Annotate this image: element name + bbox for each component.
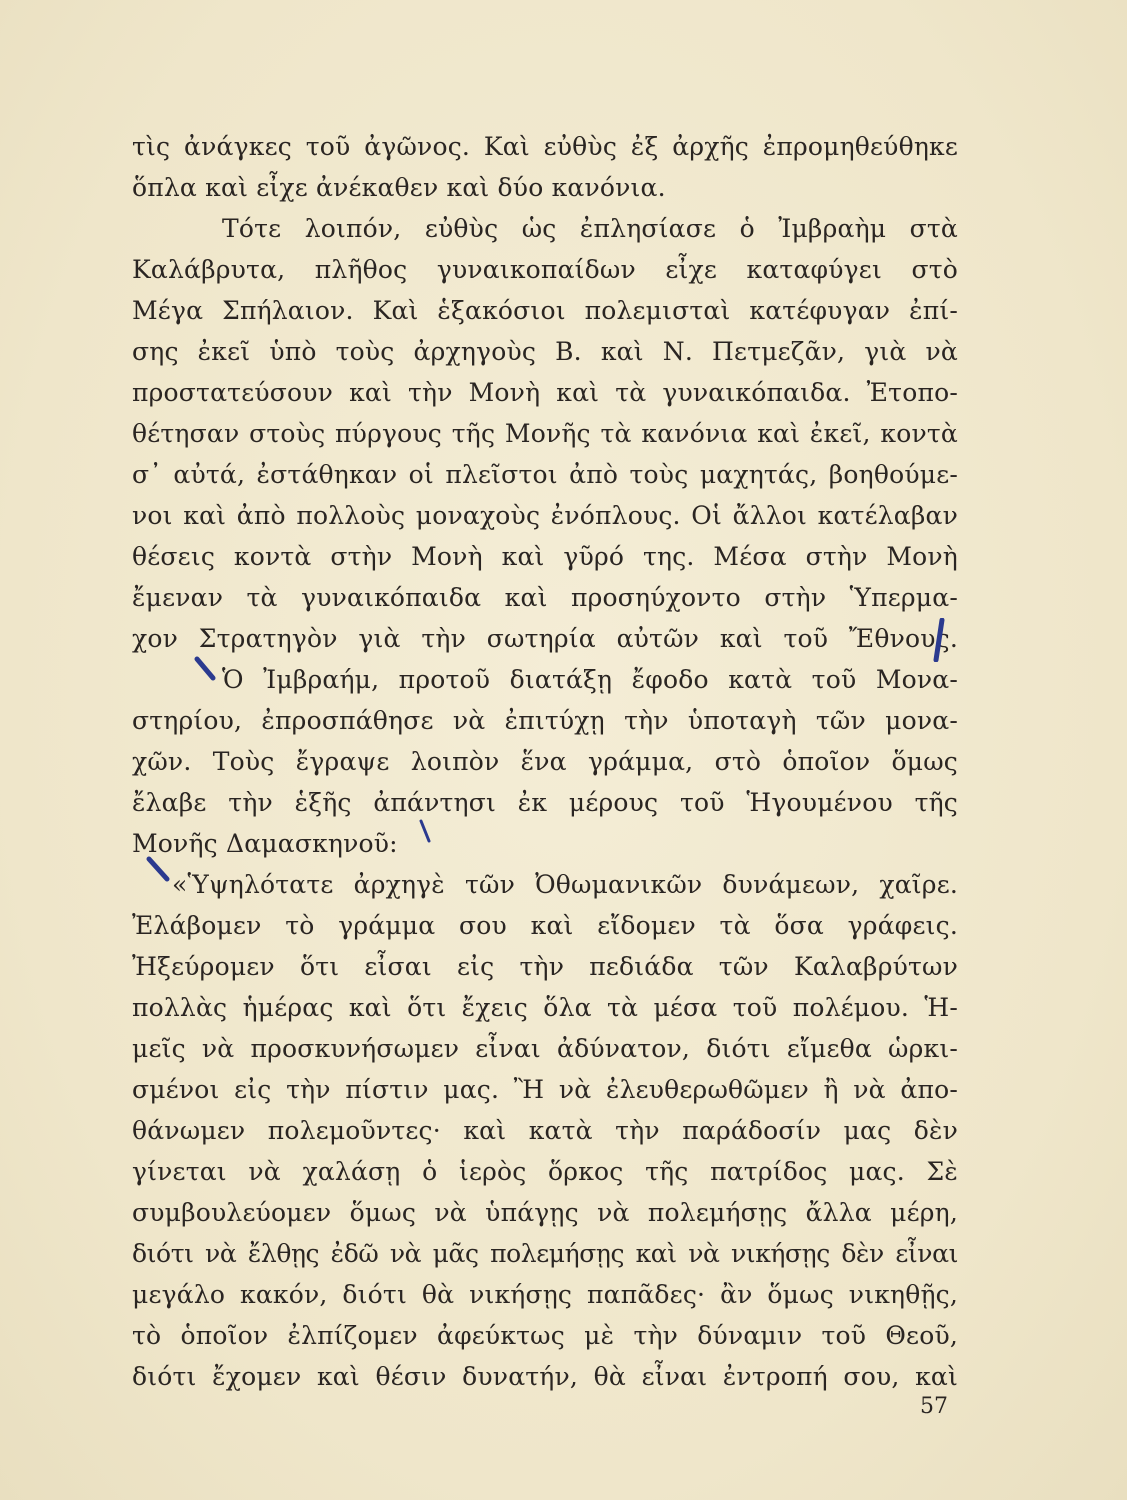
pen-mark-icon	[146, 856, 170, 882]
text-line: πολλὰς ἡμέρας καὶ ὅτι ἔχεις ὅλα τὰ μέσα τοῦ πολέμου. Ἡ-	[132, 993, 958, 1022]
text-line: Μέγα Σπήλαιον. Καὶ ἑξακόσιοι πολεμισταὶ κατέφυγαν ἐπί-	[132, 296, 958, 325]
text-line: σ᾽ αὐτά, ἐστάθηκαν οἱ πλεῖστοι ἀπὸ τοὺς μαχητάς, βοηθούμε-	[132, 460, 958, 489]
pen-mark-icon	[194, 656, 216, 682]
text-line: Ἐλάβομεν τὸ γράμμα σου καὶ εἴδομεν τὰ ὅσα γράφεις.	[132, 911, 958, 940]
text-line: συμβουλεύομεν ὅμως νὰ ὑπάγῃς νὰ πολεμήσῃς ἄλλα μέρη,	[132, 1198, 958, 1227]
text-line: διότι νὰ ἔλθῃς ἐδῶ νὰ μᾶς πολεμήσῃς καὶ νὰ νικήσῃς δὲν εἶναι	[132, 1239, 958, 1268]
text-line: θέτησαν στοὺς πύργους τῆς Μονῆς τὰ κανόνια καὶ ἐκεῖ, κοντὰ	[132, 419, 958, 448]
text-line: ἔλαβε τὴν ἑξῆς ἀπάντησι ἐκ μέρους τοῦ Ἡγουμένου τῆς	[132, 788, 958, 817]
text-line: θάνωμεν πολεμοῦντες· καὶ κατὰ τὴν παράδοσίν μας δὲν	[132, 1116, 958, 1145]
text-line: γίνεται νὰ χαλάσῃ ὁ ἱερὸς ὅρκος τῆς πατρίδος μας. Σὲ	[132, 1157, 958, 1186]
text-line: τὶς ἀνάγκες τοῦ ἀγῶνος. Καὶ εὐθὺς ἐξ ἀρχῆς ἐπρομηθεύθηκε	[132, 132, 958, 161]
text-line: Μονῆς Δαμασκηνοῦ:	[132, 829, 398, 858]
text-line: νοι καὶ ἀπὸ πολλοὺς μοναχοὺς ἐνόπλους. Οἱ ἄλλοι κατέλαβαν	[132, 501, 958, 530]
text-line: Ὁ Ἰμβραήμ, προτοῦ διατάξῃ ἔφοδο κατὰ τοῦ Μονα-	[222, 665, 958, 694]
text-line: χον Στρατηγὸν γιὰ τὴν σωτηρία αὐτῶν καὶ τοῦ Ἔθνους.	[132, 624, 958, 653]
text-line: μεγάλο κακόν, διότι θὰ νικήσῃς παπᾶδες· ἂν ὅμως νικηθῇς,	[132, 1280, 958, 1309]
text-line: προστατεύσουν καὶ τὴν Μονὴ καὶ τὰ γυναικόπαιδα. Ἐτοπο-	[132, 378, 958, 407]
text-line: χῶν. Τοὺς ἔγραψε λοιπὸν ἕνα γράμμα, στὸ ὁποῖον ὅμως	[132, 747, 958, 776]
text-line: μεῖς νὰ προσκυνήσωμεν εἶναι ἀδύνατον, διότι εἴμεθα ὡρκι-	[132, 1034, 958, 1063]
text-line: τὸ ὁποῖον ἐλπίζομεν ἀφεύκτως μὲ τὴν δύναμιν τοῦ Θεοῦ,	[132, 1321, 958, 1350]
text-line: «Ὑψηλότατε ἀρχηγὲ τῶν Ὀθωμανικῶν δυνάμεων, χαῖρε.	[172, 870, 958, 899]
text-line: στηρίου, ἐπροσπάθησε νὰ ἐπιτύχῃ τὴν ὑποταγὴ τῶν μονα-	[132, 706, 958, 735]
text-line: Ἠξεύρομεν ὅτι εἶσαι εἰς τὴν πεδιάδα τῶν Καλαβρύτων	[132, 952, 958, 981]
text-line: Τότε λοιπόν, εὐθὺς ὡς ἐπλησίασε ὁ Ἰμβραὴμ στὰ	[222, 214, 958, 243]
body-text	[132, 126, 958, 1397]
pen-mark-icon	[932, 618, 946, 662]
text-line: ὅπλα καὶ εἶχε ἀνέκαθεν καὶ δύο κανόνια.	[132, 173, 666, 202]
text-line: θέσεις κοντὰ στὴν Μονὴ καὶ γῦρό της. Μέσα στὴν Μονὴ	[132, 542, 958, 571]
text-line: Καλάβρυτα, πλῆθος γυναικοπαίδων εἶχε καταφύγει στὸ	[132, 255, 958, 284]
pen-mark-icon	[418, 818, 432, 844]
text-line: διότι ἔχομεν καὶ θέσιν δυνατήν, θὰ εἶναι ἐντροπή σου, καὶ	[132, 1362, 958, 1391]
text-line: σης ἐκεῖ ὑπὸ τοὺς ἀρχηγοὺς Β. καὶ Ν. Πετμεζᾶν, γιὰ νὰ	[132, 337, 958, 366]
text-line: ἔμεναν τὰ γυναικόπαιδα καὶ προσηύχοντο στὴν Ὑπερμα-	[132, 583, 958, 612]
page-number: 57	[920, 1394, 948, 1419]
text-line: σμένοι εἰς τὴν πίστιν μας. Ἢ νὰ ἐλευθερωθῶμεν ἢ νὰ ἀπο-	[132, 1075, 958, 1104]
